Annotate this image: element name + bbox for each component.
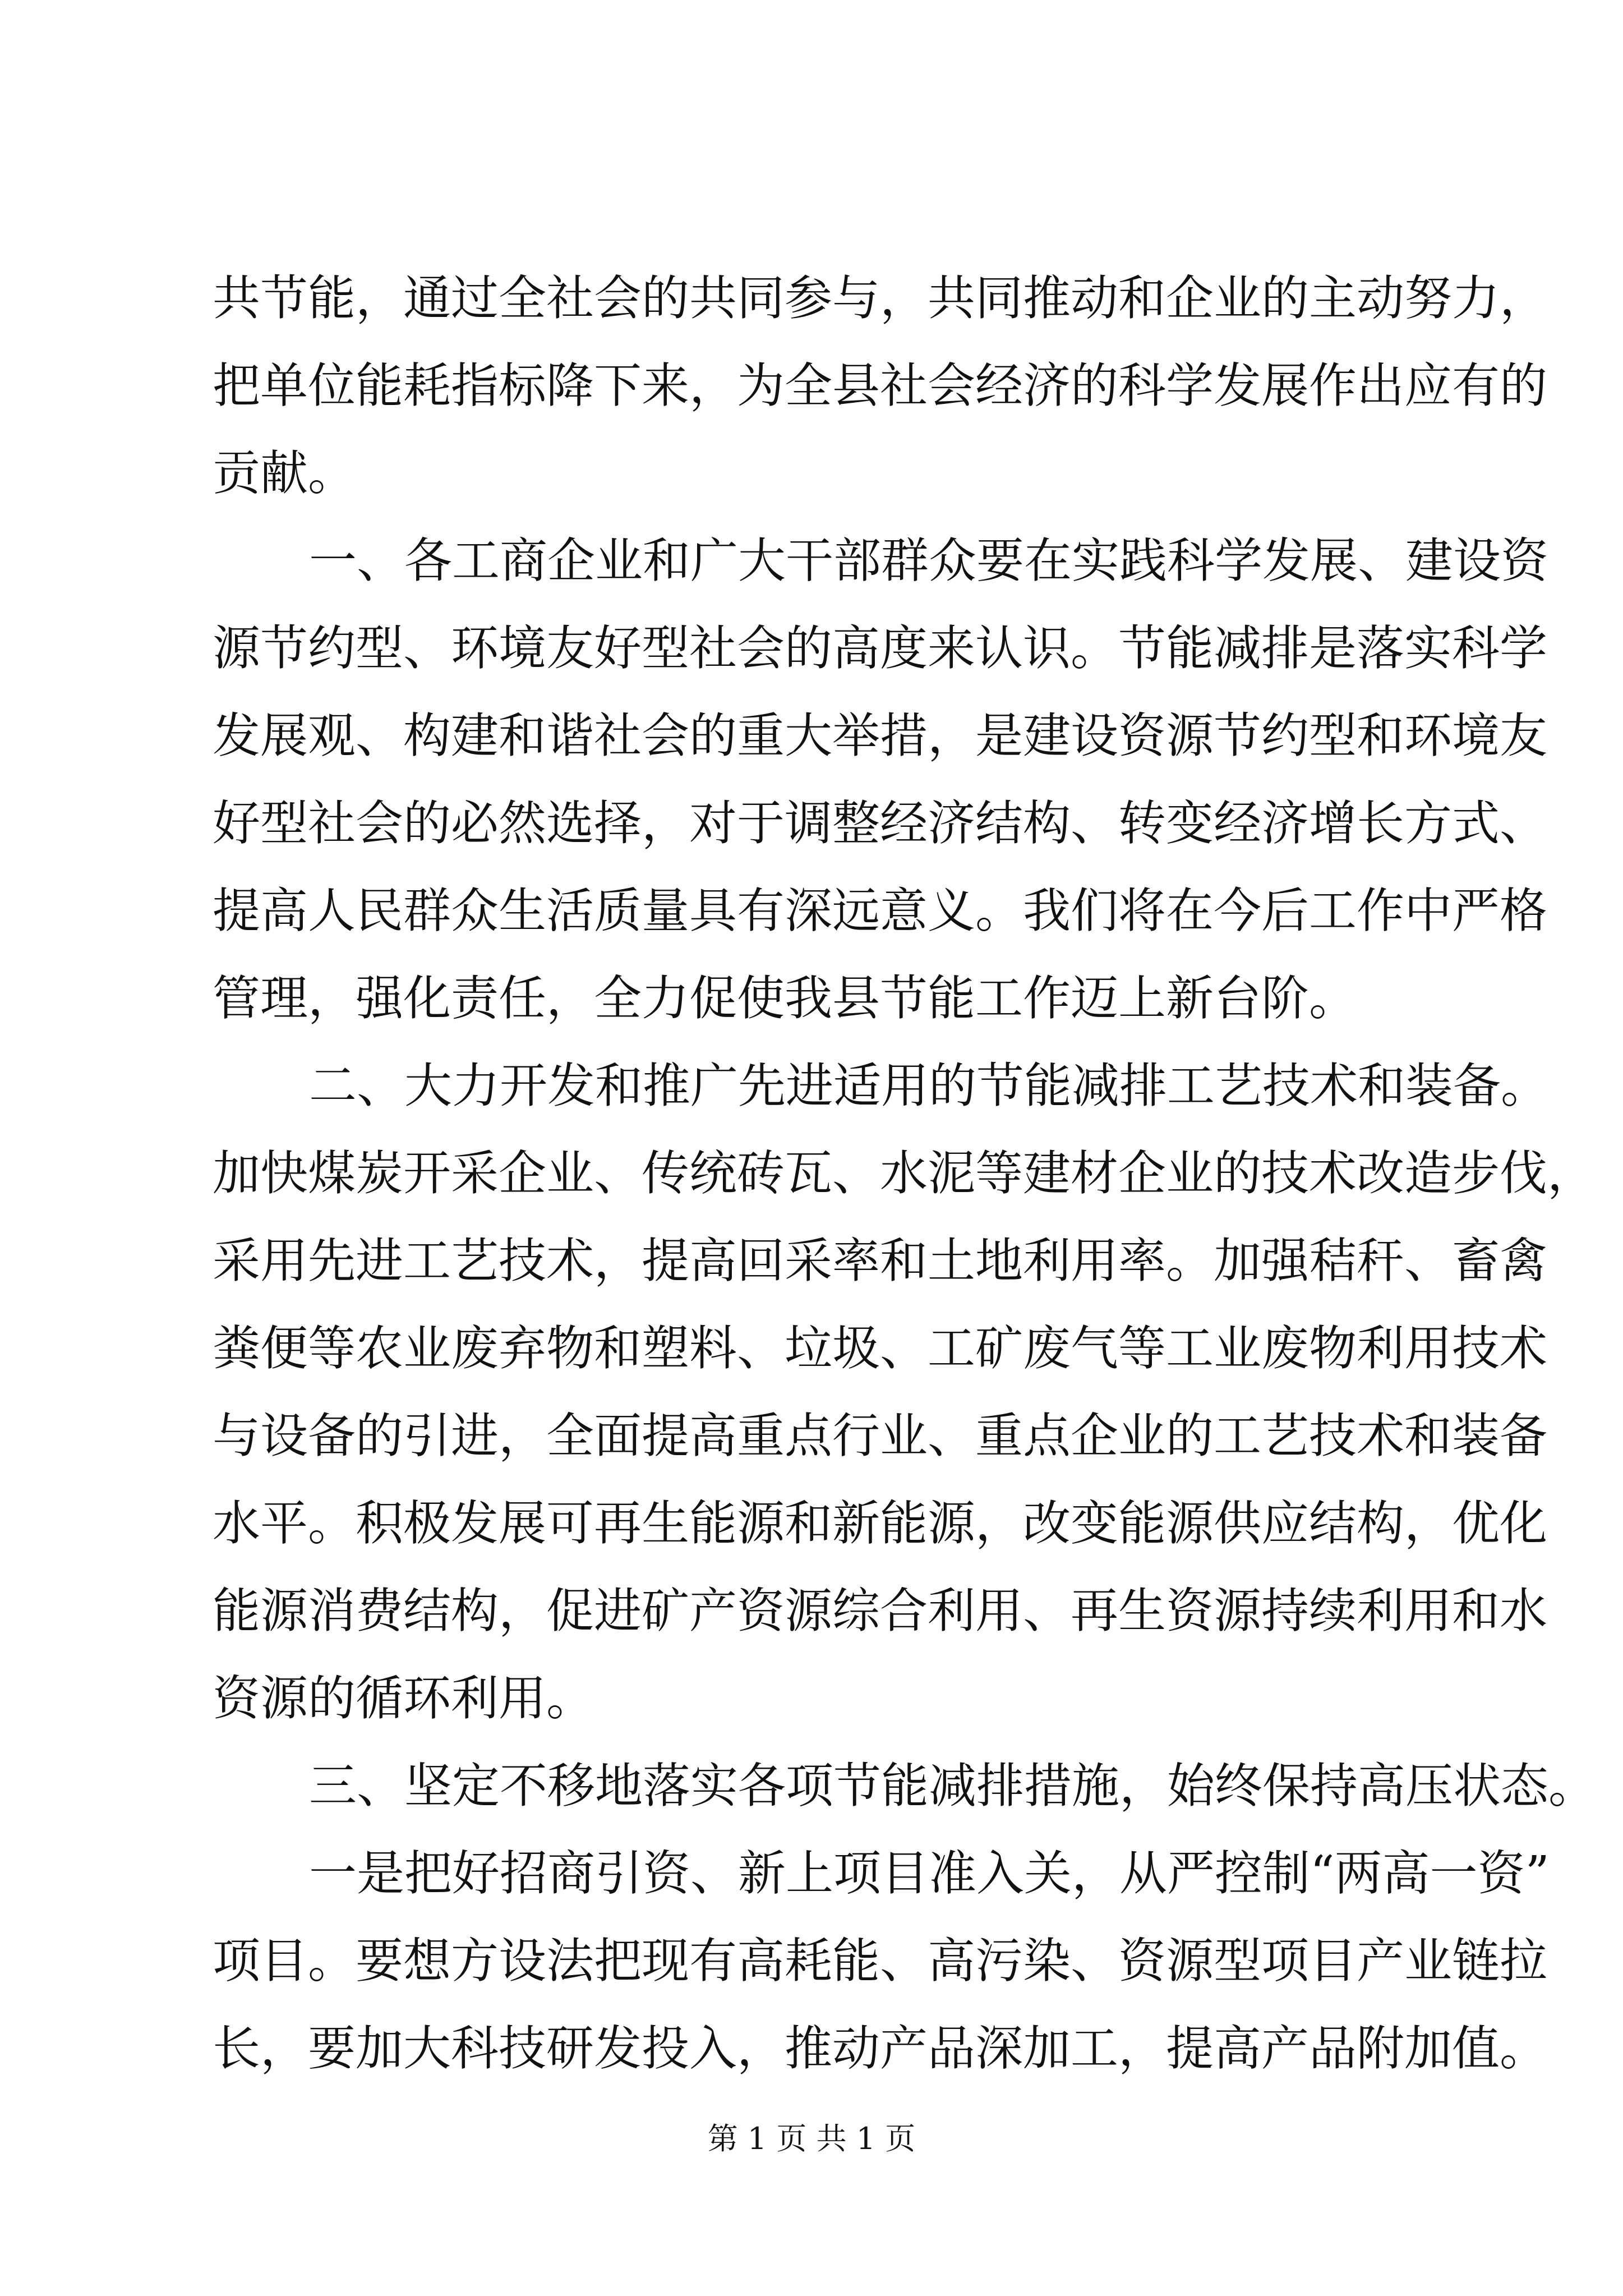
text-line: 项目。要想方设法把现有高耗能、高污染、资源型项目产业链拉	[213, 1934, 1548, 1989]
text-line: 水平。积极发展可再生能源和新能源，改变能源供应结构，优化	[213, 1496, 1548, 1552]
text-line: 粪便等农业废弃物和塑料、垃圾、工矿废气等工业废物利用技术	[213, 1321, 1548, 1377]
text-line: 源节约型、环境友好型社会的高度来认识。节能减排是落实科学	[213, 621, 1548, 677]
paragraph	[213, 518, 1549, 1043]
page-footer: 第 1 页 共 1 页	[707, 2121, 916, 2156]
text-line: 共节能，通过全社会的共同参与，共同推动和企业的主动努力，	[213, 271, 1548, 326]
text-line: 一是把好招商引资、新上项目准入关，从严控制“两高一资”	[309, 1846, 1550, 1902]
text-line: 一、各工商企业和广大干部群众要在实践科学发展、建设资	[309, 533, 1549, 589]
text-line: 把单位能耗指标降下来，为全县社会经济的科学发展作出应有的	[213, 358, 1548, 414]
text-line: 资源的循环利用。	[213, 1671, 594, 1727]
paragraph	[213, 1830, 1550, 2093]
text-line: 发展观、构建和谐社会的重大举措，是建设资源节约型和环境友	[213, 708, 1548, 764]
text-line: 贡献。	[213, 446, 356, 501]
paragraph	[213, 1743, 1597, 1830]
text-line: 管理，强化责任，全力促使我县节能工作迈上新台阶。	[213, 971, 1357, 1027]
text-line: 二、大力开发和推广先进适用的节能减排工艺技术和装备。	[309, 1059, 1549, 1114]
text-line: 长，要加大科技研发投入，推动产品深加工，提高产品附加值。	[213, 2021, 1548, 2077]
document-body	[213, 255, 1597, 2093]
text-line: 提高人民群众生活质量具有深远意义。我们将在今后工作中严格	[213, 884, 1548, 939]
text-line: 好型社会的必然选择，对于调整经济结构、转变经济增长方式、	[213, 796, 1548, 852]
text-line: 采用先进工艺技术，提高回采率和土地利用率。加强秸秆、畜禽	[213, 1234, 1548, 1289]
text-line: 三、坚定不移地落实各项节能减排措施，始终保持高压状态。	[309, 1759, 1597, 1814]
text-line: 加快煤炭开采企业、传统砖瓦、水泥等建材企业的技术改造步伐，	[213, 1146, 1596, 1202]
text-line: 与设备的引进，全面提高重点行业、重点企业的工艺技术和装备	[213, 1409, 1548, 1464]
paragraph	[213, 255, 1548, 518]
paragraph	[213, 1043, 1596, 1743]
text-line: 能源消费结构，促进矿产资源综合利用、再生资源持续利用和水	[213, 1584, 1548, 1639]
